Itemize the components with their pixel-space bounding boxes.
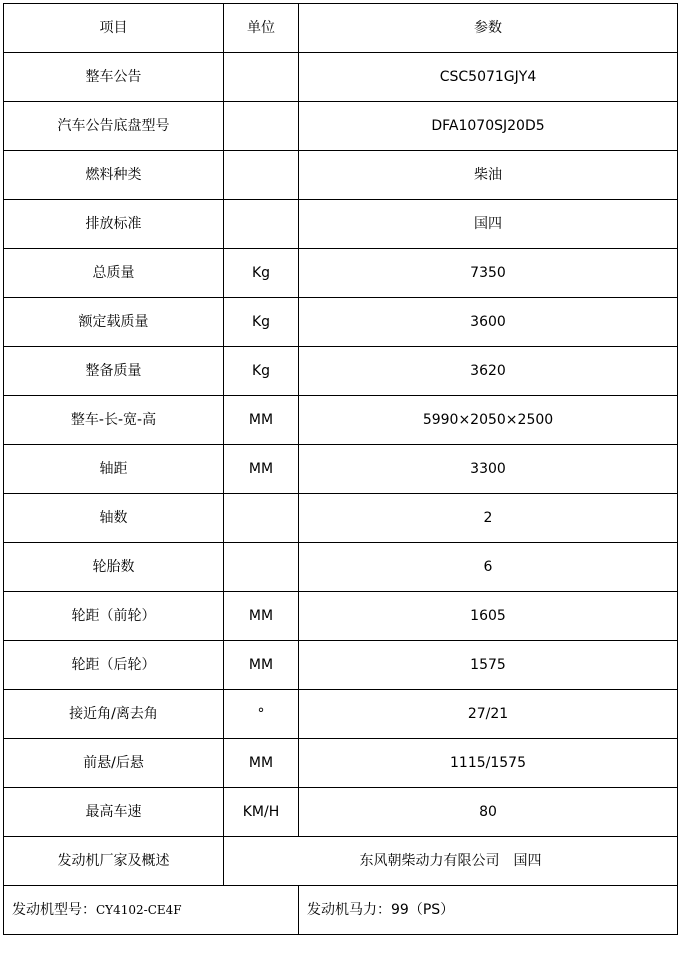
row-item: 轴距 <box>4 445 224 494</box>
row-item: 最高车速 <box>4 788 224 837</box>
row-value: 国四 <box>299 200 678 249</box>
row-unit: MM <box>224 396 299 445</box>
row-item: 轴数 <box>4 494 224 543</box>
row-unit: Kg <box>224 347 299 396</box>
row-1 <box>4 53 678 102</box>
row-value: 2 <box>299 494 678 543</box>
row-item: 汽车公告底盘型号 <box>4 102 224 151</box>
row-value: 1115/1575 <box>299 739 678 788</box>
row-unit <box>224 102 299 151</box>
row-value: 3300 <box>299 445 678 494</box>
header-item: 项目 <box>4 4 224 53</box>
engine-model-cell <box>4 886 299 935</box>
row-16 <box>4 788 678 837</box>
row-6 <box>4 298 678 347</box>
row-value: 3600 <box>299 298 678 347</box>
row-value: 1575 <box>299 641 678 690</box>
row-9 <box>4 445 678 494</box>
row-item: 总质量 <box>4 249 224 298</box>
row-12 <box>4 592 678 641</box>
row-value: 5990×2050×2500 <box>299 396 678 445</box>
row-unit: MM <box>224 445 299 494</box>
row-3 <box>4 151 678 200</box>
row-unit <box>224 543 299 592</box>
row-item: 排放标准 <box>4 200 224 249</box>
row-item: 轮胎数 <box>4 543 224 592</box>
row-value: 1605 <box>299 592 678 641</box>
row-value: 3620 <box>299 347 678 396</box>
row-unit: MM <box>224 641 299 690</box>
row-11 <box>4 543 678 592</box>
row-unit <box>224 494 299 543</box>
row-2 <box>4 102 678 151</box>
row-value: 6 <box>299 543 678 592</box>
row-unit <box>224 53 299 102</box>
spec-table <box>3 3 678 935</box>
header-param: 参数 <box>299 4 678 53</box>
row-item: 轮距（后轮） <box>4 641 224 690</box>
row-14 <box>4 690 678 739</box>
engine-value: 东风朝柴动力有限公司 国四 <box>224 837 678 886</box>
row-unit: Kg <box>224 249 299 298</box>
row-item: 接近角/离去角 <box>4 690 224 739</box>
engine-power: 发动机马力：99（PS） <box>299 886 678 935</box>
row-unit: ° <box>224 690 299 739</box>
row-item: 整车公告 <box>4 53 224 102</box>
row-value: 柴油 <box>299 151 678 200</box>
row-item: 前悬/后悬 <box>4 739 224 788</box>
row-unit <box>224 151 299 200</box>
row-13 <box>4 641 678 690</box>
engine-row <box>4 837 678 886</box>
engine-footer-row <box>4 886 678 935</box>
row-8 <box>4 396 678 445</box>
row-item: 额定载质量 <box>4 298 224 347</box>
row-value: 27/21 <box>299 690 678 739</box>
row-value: 7350 <box>299 249 678 298</box>
row-5 <box>4 249 678 298</box>
row-item: 轮距（前轮） <box>4 592 224 641</box>
row-15 <box>4 739 678 788</box>
row-7 <box>4 347 678 396</box>
row-value: 80 <box>299 788 678 837</box>
row-value: CSC5071GJY4 <box>299 53 678 102</box>
engine-item: 发动机厂家及概述 <box>4 837 224 886</box>
row-item: 整备质量 <box>4 347 224 396</box>
row-unit <box>224 200 299 249</box>
row-item: 整车-长-宽-高 <box>4 396 224 445</box>
row-10 <box>4 494 678 543</box>
engine-model-label: 发动机型号： <box>12 902 96 918</box>
row-unit: KM/H <box>224 788 299 837</box>
row-value: DFA1070SJ20D5 <box>299 102 678 151</box>
row-unit: Kg <box>224 298 299 347</box>
engine-model-value: CY4102-CE4F <box>96 903 182 917</box>
header-row <box>4 4 678 53</box>
row-unit: MM <box>224 592 299 641</box>
header-unit: 单位 <box>224 4 299 53</box>
row-item: 燃料种类 <box>4 151 224 200</box>
spec-table-body <box>4 4 678 935</box>
row-unit: MM <box>224 739 299 788</box>
row-4 <box>4 200 678 249</box>
